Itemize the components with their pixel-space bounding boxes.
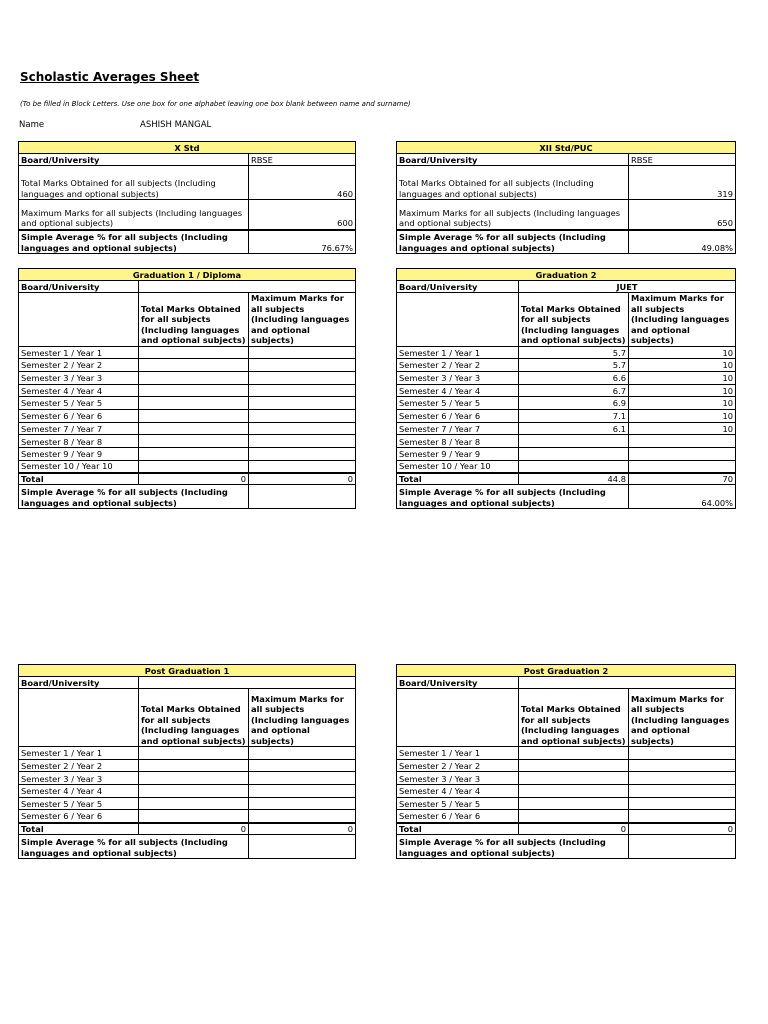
grad1-max-marks-cell[interactable]: [249, 422, 356, 435]
x-std-avg-value: 76.67%: [249, 230, 356, 254]
grad2-board-label: Board/University: [397, 281, 519, 293]
pg2-max-marks-cell[interactable]: [629, 810, 736, 823]
pg1-obtained-header: Total Marks Obtained for all subjects (Including languages and optional subjects): [139, 689, 249, 747]
grad2-max-marks-cell[interactable]: [629, 448, 736, 461]
grad2-max-marks-cell[interactable]: 10: [629, 371, 736, 384]
x-std-avg-label: Simple Average % for all subjects (Including languages and optional subjects): [19, 230, 249, 254]
pg1-marks-obtained-cell[interactable]: [139, 797, 249, 810]
pg1-semester-label: Semester 4 / Year 4: [19, 785, 139, 798]
pg2-semester-label: Semester 4 / Year 4: [397, 785, 519, 798]
pg2-marks-obtained-cell[interactable]: [519, 797, 629, 810]
grad2-marks-obtained-cell[interactable]: 6.9: [519, 397, 629, 410]
pg2-total-obtained: 0: [519, 823, 629, 835]
pg1-semester-label: Semester 3 / Year 3: [19, 772, 139, 785]
grad2-semester-row: [397, 422, 736, 435]
pg1-max-marks-cell[interactable]: [249, 797, 356, 810]
grad2-body: [397, 346, 736, 473]
grad2-semester-row: [397, 460, 736, 473]
pg2-max-marks-cell[interactable]: [629, 785, 736, 798]
grad1-board-label: Board/University: [19, 281, 139, 293]
grad1-max-marks-cell[interactable]: [249, 371, 356, 384]
grad1-obtained-header: Total Marks Obtained for all subjects (Including languages and optional subjects): [139, 293, 249, 347]
pg1-semester-row: [19, 747, 356, 760]
grad2-semester-label: Semester 3 / Year 3: [397, 371, 519, 384]
sheet-instruction: (To be filled in Block Letters. Use one box for one alphabet leaving one box blank between name and surname): [20, 100, 411, 108]
pg2-max-marks-cell[interactable]: [629, 759, 736, 772]
grad1-max-marks-cell[interactable]: [249, 448, 356, 461]
grad1-marks-obtained-cell[interactable]: [139, 397, 249, 410]
grad1-marks-obtained-cell[interactable]: [139, 384, 249, 397]
pg2-avg-label: Simple Average % for all subjects (Including languages and optional subjects): [397, 835, 629, 859]
grad1-marks-obtained-cell[interactable]: [139, 346, 249, 359]
xii-std-heading: XII Std/PUC: [397, 142, 736, 154]
pg2-board-value[interactable]: [519, 677, 736, 689]
grad2-semester-label: Semester 9 / Year 9: [397, 448, 519, 461]
grad2-semester-row: [397, 397, 736, 410]
pg1-semester-row: [19, 797, 356, 810]
grad1-max-marks-cell[interactable]: [249, 346, 356, 359]
grad2-max-marks-cell[interactable]: [629, 435, 736, 448]
grad2-total-max: 70: [629, 473, 736, 485]
grad2-max-marks-cell[interactable]: [629, 460, 736, 473]
grad1-semester-label: Semester 6 / Year 6: [19, 409, 139, 422]
grad1-semester-label: Semester 7 / Year 7: [19, 422, 139, 435]
pg2-semester-row: [397, 759, 736, 772]
grad1-semester-label: Semester 9 / Year 9: [19, 448, 139, 461]
grad1-marks-obtained-cell[interactable]: [139, 409, 249, 422]
grad1-avg-label: Simple Average % for all subjects (Including languages and optional subjects): [19, 485, 249, 509]
grad2-semester-label: Semester 7 / Year 7: [397, 422, 519, 435]
pg1-marks-obtained-cell[interactable]: [139, 810, 249, 823]
pg2-max-marks-cell[interactable]: [629, 772, 736, 785]
pg1-marks-obtained-cell[interactable]: [139, 772, 249, 785]
x-std-table: [18, 141, 356, 254]
pg1-max-marks-cell[interactable]: [249, 759, 356, 772]
grad1-total-max: 0: [249, 473, 356, 485]
grad2-semester-label: Semester 6 / Year 6: [397, 409, 519, 422]
pg2-semester-row: [397, 785, 736, 798]
pg2-body: [397, 747, 736, 823]
pg1-marks-obtained-cell[interactable]: [139, 759, 249, 772]
pg2-marks-obtained-cell[interactable]: [519, 772, 629, 785]
pg2-semester-label: Semester 5 / Year 5: [397, 797, 519, 810]
pg2-semester-label: Semester 1 / Year 1: [397, 747, 519, 760]
grad1-semester-row: [19, 346, 356, 359]
grad1-heading: Graduation 1 / Diploma: [19, 269, 356, 281]
grad1-semester-row: [19, 384, 356, 397]
grad1-marks-obtained-cell[interactable]: [139, 435, 249, 448]
grad2-max-header: Maximum Marks for all subjects (Including languages and optional subjects): [629, 293, 736, 347]
grad2-semester-row: [397, 359, 736, 372]
pg2-total-max: 0: [629, 823, 736, 835]
xii-std-table: [396, 141, 736, 254]
grad2-marks-obtained-cell[interactable]: 5.7: [519, 346, 629, 359]
grad1-semester-label: Semester 2 / Year 2: [19, 359, 139, 372]
x-std-max-value[interactable]: 600: [249, 200, 356, 230]
pg2-heading: Post Graduation 2: [397, 665, 736, 677]
grad1-semester-row: [19, 371, 356, 384]
pg1-max-marks-cell[interactable]: [249, 772, 356, 785]
pg1-max-marks-cell[interactable]: [249, 747, 356, 760]
grad1-semester-label: Semester 4 / Year 4: [19, 384, 139, 397]
pg1-total-label: Total: [19, 823, 139, 835]
grad2-heading: Graduation 2: [397, 269, 736, 281]
grad1-marks-obtained-cell[interactable]: [139, 448, 249, 461]
pg1-blank-header: [19, 689, 139, 747]
grad2-semester-row: [397, 346, 736, 359]
pg1-marks-obtained-cell[interactable]: [139, 747, 249, 760]
pg2-marks-obtained-cell[interactable]: [519, 785, 629, 798]
grad2-marks-obtained-cell[interactable]: 6.6: [519, 371, 629, 384]
pg2-max-marks-cell[interactable]: [629, 797, 736, 810]
grad1-semester-label: Semester 10 / Year 10: [19, 460, 139, 473]
pg1-heading: Post Graduation 1: [19, 665, 356, 677]
pg1-max-header: Maximum Marks for all subjects (Including languages and optional subjects): [249, 689, 356, 747]
pg1-semester-row: [19, 785, 356, 798]
grad2-blank-header: [397, 293, 519, 347]
sheet-title: Scholastic Averages Sheet: [20, 70, 200, 84]
grad2-board-value[interactable]: JUET: [519, 281, 736, 293]
grad1-max-marks-cell[interactable]: [249, 460, 356, 473]
grad1-semester-row: [19, 460, 356, 473]
grad2-table: [396, 268, 736, 509]
grad1-blank-header: [19, 293, 139, 347]
pg2-semester-row: [397, 772, 736, 785]
grad2-semester-label: Semester 2 / Year 2: [397, 359, 519, 372]
grad2-max-marks-cell[interactable]: 10: [629, 397, 736, 410]
xii-std-total-value[interactable]: 319: [629, 166, 736, 200]
pg2-total-label: Total: [397, 823, 519, 835]
pg1-semester-label: Semester 6 / Year 6: [19, 810, 139, 823]
grad2-semester-row: [397, 409, 736, 422]
pg1-max-marks-cell[interactable]: [249, 810, 356, 823]
grad1-semester-row: [19, 448, 356, 461]
pg2-obtained-header: Total Marks Obtained for all subjects (Including languages and optional subjects): [519, 689, 629, 747]
grad1-semester-row: [19, 397, 356, 410]
pg2-max-marks-cell[interactable]: [629, 747, 736, 760]
pg2-blank-header: [397, 689, 519, 747]
pg1-semester-label: Semester 5 / Year 5: [19, 797, 139, 810]
pg1-marks-obtained-cell[interactable]: [139, 785, 249, 798]
grad2-max-marks-cell[interactable]: 10: [629, 384, 736, 397]
x-std-board-label: Board/University: [19, 154, 249, 166]
pg2-marks-obtained-cell[interactable]: [519, 759, 629, 772]
xii-std-avg-label: Simple Average % for all subjects (Including languages and optional subjects): [397, 230, 629, 254]
grad1-marks-obtained-cell[interactable]: [139, 371, 249, 384]
pg1-avg-label: Simple Average % for all subjects (Including languages and optional subjects): [19, 835, 249, 859]
pg2-semester-label: Semester 2 / Year 2: [397, 759, 519, 772]
grad1-semester-label: Semester 3 / Year 3: [19, 371, 139, 384]
pg2-table: [396, 664, 736, 859]
grad2-avg-label: Simple Average % for all subjects (Including languages and optional subjects): [397, 485, 629, 509]
pg1-body: [19, 747, 356, 823]
grad1-semester-row: [19, 409, 356, 422]
pg1-semester-row: [19, 759, 356, 772]
grad1-semester-row: [19, 359, 356, 372]
pg2-semester-label: Semester 6 / Year 6: [397, 810, 519, 823]
grad1-avg-value: [249, 485, 356, 509]
xii-std-board-value[interactable]: RBSE: [629, 154, 736, 166]
grad2-total-label: Total: [397, 473, 519, 485]
grad2-max-marks-cell[interactable]: 10: [629, 422, 736, 435]
pg2-semester-label: Semester 3 / Year 3: [397, 772, 519, 785]
x-std-heading: X Std: [19, 142, 356, 154]
grad2-marks-obtained-cell[interactable]: 6.7: [519, 384, 629, 397]
pg2-semester-row: [397, 810, 736, 823]
pg2-semester-row: [397, 797, 736, 810]
name-value[interactable]: ASHISH MANGAL: [140, 120, 212, 130]
pg2-board-label: Board/University: [397, 677, 519, 689]
pg2-marks-obtained-cell[interactable]: [519, 747, 629, 760]
grad1-max-marks-cell[interactable]: [249, 397, 356, 410]
name-label: Name: [19, 120, 45, 130]
grad1-board-value[interactable]: [139, 281, 356, 293]
grad2-semester-row: [397, 435, 736, 448]
x-std-total-label: Total Marks Obtained for all subjects (Including languages and optional subjects): [19, 166, 249, 200]
pg1-semester-label: Semester 1 / Year 1: [19, 747, 139, 760]
pg2-max-header: Maximum Marks for all subjects (Including languages and optional subjects): [629, 689, 736, 747]
grad2-max-marks-cell[interactable]: 10: [629, 346, 736, 359]
pg2-semester-row: [397, 747, 736, 760]
grad2-semester-label: Semester 1 / Year 1: [397, 346, 519, 359]
pg1-total-max: 0: [249, 823, 356, 835]
pg1-total-obtained: 0: [139, 823, 249, 835]
pg1-semester-row: [19, 810, 356, 823]
pg1-max-marks-cell[interactable]: [249, 785, 356, 798]
grad1-max-marks-cell[interactable]: [249, 359, 356, 372]
grad2-total-obtained: 44.8: [519, 473, 629, 485]
grad2-semester-row: [397, 448, 736, 461]
xii-std-board-label: Board/University: [397, 154, 629, 166]
xii-std-total-label: Total Marks Obtained for all subjects (Including languages and optional subjects): [397, 166, 629, 200]
grad1-table: [18, 268, 356, 509]
grad1-body: [19, 346, 356, 473]
grad2-marks-obtained-cell[interactable]: 5.7: [519, 359, 629, 372]
x-std-max-label: Maximum Marks for all subjects (Including languages and optional subjects): [19, 200, 249, 230]
grad1-max-header: Maximum Marks for all subjects (Including languages and optional subjects): [249, 293, 356, 347]
pg2-avg-value: [629, 835, 736, 859]
grad2-semester-label: Semester 5 / Year 5: [397, 397, 519, 410]
grad1-semester-label: Semester 8 / Year 8: [19, 435, 139, 448]
xii-std-max-value[interactable]: 650: [629, 200, 736, 230]
grad2-marks-obtained-cell[interactable]: [519, 448, 629, 461]
grad2-semester-label: Semester 8 / Year 8: [397, 435, 519, 448]
grad2-semester-label: Semester 10 / Year 10: [397, 460, 519, 473]
grad1-semester-row: [19, 422, 356, 435]
x-std-board-value[interactable]: RBSE: [249, 154, 356, 166]
pg1-board-label: Board/University: [19, 677, 139, 689]
grad1-max-marks-cell[interactable]: [249, 409, 356, 422]
grad2-marks-obtained-cell[interactable]: [519, 460, 629, 473]
grad1-semester-label: Semester 1 / Year 1: [19, 346, 139, 359]
grad2-avg-value: 64.00%: [629, 485, 736, 509]
pg1-semester-label: Semester 2 / Year 2: [19, 759, 139, 772]
pg2-marks-obtained-cell[interactable]: [519, 810, 629, 823]
pg1-semester-row: [19, 772, 356, 785]
grad2-marks-obtained-cell[interactable]: 7.1: [519, 409, 629, 422]
grad2-semester-label: Semester 4 / Year 4: [397, 384, 519, 397]
grad2-max-marks-cell[interactable]: 10: [629, 359, 736, 372]
grad1-total-obtained: 0: [139, 473, 249, 485]
pg1-board-value[interactable]: [139, 677, 356, 689]
grad1-max-marks-cell[interactable]: [249, 384, 356, 397]
grad1-max-marks-cell[interactable]: [249, 435, 356, 448]
grad2-obtained-header: Total Marks Obtained for all subjects (Including languages and optional subjects): [519, 293, 629, 347]
pg1-table: [18, 664, 356, 859]
grad2-marks-obtained-cell[interactable]: 6.1: [519, 422, 629, 435]
grad2-semester-row: [397, 371, 736, 384]
xii-std-avg-value: 49.08%: [629, 230, 736, 254]
xii-std-max-label: Maximum Marks for all subjects (Including languages and optional subjects): [397, 200, 629, 230]
grad2-semester-row: [397, 384, 736, 397]
grad1-marks-obtained-cell[interactable]: [139, 422, 249, 435]
grad1-total-label: Total: [19, 473, 139, 485]
x-std-total-value[interactable]: 460: [249, 166, 356, 200]
grad1-semester-label: Semester 5 / Year 5: [19, 397, 139, 410]
grad2-max-marks-cell[interactable]: 10: [629, 409, 736, 422]
grad1-semester-row: [19, 435, 356, 448]
pg1-avg-value: [249, 835, 356, 859]
grad1-marks-obtained-cell[interactable]: [139, 460, 249, 473]
grad2-marks-obtained-cell[interactable]: [519, 435, 629, 448]
grad1-marks-obtained-cell[interactable]: [139, 359, 249, 372]
